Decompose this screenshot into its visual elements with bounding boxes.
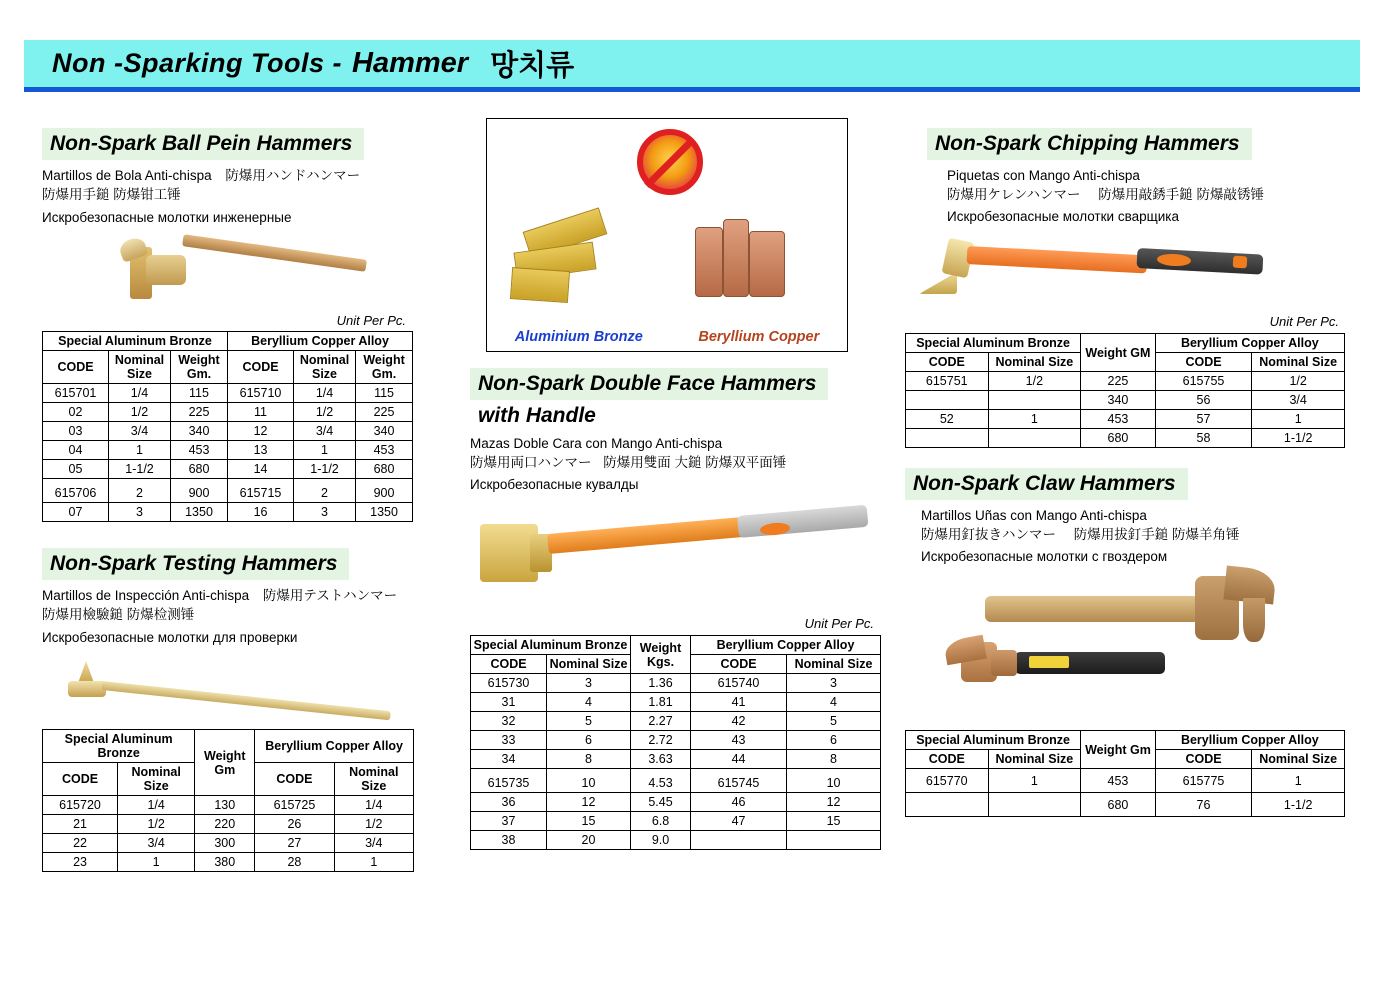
- claw-title: Non-Spark Claw Hammers: [905, 468, 1188, 500]
- cell-code-b: 615715: [228, 479, 294, 503]
- chipping-unit: Unit Per Pc.: [1269, 314, 1339, 329]
- cell-size-a: 1: [988, 410, 1081, 429]
- cell-size-b: 3: [787, 674, 881, 693]
- cell-weight-a: 453: [171, 441, 228, 460]
- ball-pein-hammer-illustration: [42, 233, 452, 311]
- copper-piece-icon: [723, 219, 749, 297]
- cell-size-a: 1/2: [109, 403, 171, 422]
- cell-weight-a: 225: [171, 403, 228, 422]
- cell-code-a: 23: [43, 853, 118, 872]
- cell-weight: 1.36: [631, 674, 691, 693]
- testing-title: Non-Spark Testing Hammers: [42, 548, 349, 580]
- section-double-face: [470, 368, 880, 850]
- header-nominal: Nominal Size: [1252, 750, 1345, 769]
- cell-size-a: 6: [547, 731, 631, 750]
- header-nominal: Nominal Size: [787, 655, 881, 674]
- text-jp: 防爆用釘抜きハンマー: [921, 527, 1056, 542]
- header-nominal: Nominal Size: [118, 763, 195, 796]
- left-column: [42, 128, 452, 872]
- text-jp: 防爆用両口ハンマー: [470, 455, 592, 470]
- header-code: CODE: [906, 750, 989, 769]
- double-face-sub-cjk: [470, 453, 880, 473]
- header-weight: Weight Kgs.: [631, 636, 691, 674]
- cell-size-a: 1/4: [118, 796, 195, 815]
- text-jp: 防爆用テストハンマー: [262, 588, 398, 603]
- table-header-row: [906, 731, 1345, 750]
- cell-size-a: [988, 391, 1081, 410]
- copper-piece-icon: [749, 231, 785, 297]
- cell-weight: 220: [195, 815, 255, 834]
- double-face-table: [470, 635, 881, 850]
- cell-weight: 680: [1081, 429, 1156, 448]
- cell-size-b: 1/4: [334, 796, 413, 815]
- cell-code-b: 41: [691, 693, 787, 712]
- cell-code-b: 14: [228, 460, 294, 479]
- cell-code-b: 47: [691, 812, 787, 831]
- cell-weight: 453: [1081, 769, 1156, 793]
- cell-weight-b: 1350: [356, 503, 413, 522]
- caption-aluminium-bronze: Aluminium Bronze: [514, 329, 643, 345]
- cell-code-b: 11: [228, 403, 294, 422]
- cell-code-b: 43: [691, 731, 787, 750]
- header-nominal: Nominal Size: [294, 351, 356, 384]
- cell-code-a: 615735: [471, 769, 547, 793]
- header-group-beryllium: Beryllium Copper Alloy: [1155, 334, 1344, 353]
- text-cn: 防爆用拔釘手鎚 防爆羊角锤: [1073, 527, 1240, 542]
- double-face-unit: Unit Per Pc.: [804, 616, 874, 631]
- cell-code-a: [906, 793, 989, 817]
- cell-code-a: 32: [471, 712, 547, 731]
- cell-code-b: 615745: [691, 769, 787, 793]
- testing-table: [42, 729, 414, 872]
- chipping-title: Non-Spark Chipping Hammers: [927, 128, 1252, 160]
- header-group-aluminum: Special Aluminum Bronze: [43, 730, 195, 763]
- chipping-sub-es: Piquetas con Mango Anti-chispa: [947, 168, 1140, 183]
- cell-code-b: 27: [255, 834, 334, 853]
- ball-pein-sub-cn: 防爆用手鎚 防爆钳工锤: [42, 187, 181, 202]
- cell-code-b: 57: [1155, 410, 1252, 429]
- header-code: CODE: [43, 763, 118, 796]
- table-row: [906, 429, 1345, 448]
- cell-size-b: 3: [294, 503, 356, 522]
- cell-weight: 225: [1081, 372, 1156, 391]
- cell-code-b: 12: [228, 422, 294, 441]
- claw-hammer-illustration: [905, 568, 1355, 728]
- cell-code-a: 615720: [43, 796, 118, 815]
- table-row: [906, 410, 1345, 429]
- table-row: [471, 750, 881, 769]
- table-row: [43, 479, 413, 503]
- header-title-korean: 망치류: [490, 50, 575, 82]
- cell-code-b: 42: [691, 712, 787, 731]
- header-nominal: Nominal Size: [109, 351, 171, 384]
- cell-weight-a: 1350: [171, 503, 228, 522]
- cell-code-b: 56: [1155, 391, 1252, 410]
- header-weight: Weight Gm: [195, 730, 255, 796]
- chipping-sub-ru: Искробезопасные молотки сварщика: [947, 209, 1179, 224]
- table-row: [43, 853, 414, 872]
- table-row: [906, 372, 1345, 391]
- claw-sub-es: Martillos Uñas con Mango Anti-chispa: [921, 508, 1147, 523]
- cell-size-b: 1: [334, 853, 413, 872]
- header-code: CODE: [43, 351, 109, 384]
- header-code: CODE: [1155, 353, 1252, 372]
- cell-size-a: 1-1/2: [109, 460, 171, 479]
- cell-code-b: 28: [255, 853, 334, 872]
- caption-beryllium-copper: Beryllium Copper: [698, 329, 820, 345]
- right-column: [905, 128, 1355, 817]
- cell-size-b: 1/2: [294, 403, 356, 422]
- cell-code-a: 03: [43, 422, 109, 441]
- ball-pein-sub-es: [42, 166, 452, 185]
- table-row: [43, 422, 413, 441]
- cell-size-b: 12: [787, 793, 881, 812]
- cell-size-a: 1: [109, 441, 171, 460]
- cell-size-b: 3/4: [294, 422, 356, 441]
- table-row: [906, 793, 1345, 817]
- table-subheader-row: [43, 351, 413, 384]
- ball-pein-unit: Unit Per Pc.: [336, 313, 406, 328]
- cell-size-b: 4: [787, 693, 881, 712]
- cell-size-a: 3: [547, 674, 631, 693]
- cell-size-b: 1/2: [1252, 372, 1345, 391]
- table-row: [471, 712, 881, 731]
- cell-size-b: [787, 831, 881, 850]
- cell-size-b: 3/4: [1252, 391, 1345, 410]
- table-row: [906, 391, 1345, 410]
- text-cn: 防爆用雙面 大鎚 防爆双平面锤: [603, 455, 787, 470]
- cell-weight-b: 225: [356, 403, 413, 422]
- chipping-sub-cjk: [947, 185, 1355, 205]
- header-group-beryllium: Beryllium Copper Alloy: [228, 332, 413, 351]
- header-title-item: Hammer: [352, 47, 469, 79]
- table-header-row: [43, 332, 413, 351]
- header-code: CODE: [906, 353, 989, 372]
- cell-weight: 2.72: [631, 731, 691, 750]
- text-cn: 防爆用敲銹手鎚 防爆敲锈锤: [1098, 187, 1264, 202]
- testing-hammer-illustration: [42, 651, 452, 725]
- cell-size-a: 1/2: [988, 372, 1081, 391]
- cell-code-a: 22: [43, 834, 118, 853]
- text-es: Martillos de Bola Anti-chispa: [42, 168, 212, 183]
- cell-size-a: 1: [118, 853, 195, 872]
- cell-weight-a: 900: [171, 479, 228, 503]
- cell-size-b: 8: [787, 750, 881, 769]
- cell-size-a: 4: [547, 693, 631, 712]
- cell-size-b: 6: [787, 731, 881, 750]
- table-row: [43, 834, 414, 853]
- cell-size-b: 10: [787, 769, 881, 793]
- header-group-aluminum: Special Aluminum Bronze: [906, 334, 1081, 353]
- table-row: [471, 831, 881, 850]
- cell-weight-a: 680: [171, 460, 228, 479]
- cell-code-a: 05: [43, 460, 109, 479]
- double-face-title2: with Handle: [478, 404, 596, 427]
- cell-code-b: 58: [1155, 429, 1252, 448]
- double-face-hammer-illustration: [470, 500, 880, 620]
- table-row: [471, 674, 881, 693]
- header-nominal: Nominal Size: [988, 353, 1081, 372]
- table-row: [471, 793, 881, 812]
- section-testing: [42, 548, 452, 872]
- cell-weight: 6.8: [631, 812, 691, 831]
- cell-size-b: 1/4: [294, 384, 356, 403]
- table-row: [471, 693, 881, 712]
- cell-weight: 380: [195, 853, 255, 872]
- cell-size-b: 5: [787, 712, 881, 731]
- header-weight: Weight Gm: [1081, 731, 1156, 769]
- table-row: [43, 503, 413, 522]
- cell-size-a: 1/4: [109, 384, 171, 403]
- cell-weight: 340: [1081, 391, 1156, 410]
- cell-size-a: 15: [547, 812, 631, 831]
- header-code: CODE: [1155, 750, 1252, 769]
- cell-size-a: 3: [109, 503, 171, 522]
- cell-size-b: 1-1/2: [1252, 429, 1345, 448]
- header-group-aluminum: Special Aluminum Bronze: [43, 332, 228, 351]
- cell-size-b: 1: [294, 441, 356, 460]
- middle-column: [470, 368, 880, 850]
- cell-size-a: 3/4: [109, 422, 171, 441]
- cell-code-a: 34: [471, 750, 547, 769]
- cell-code-b: 13: [228, 441, 294, 460]
- cell-weight-b: 900: [356, 479, 413, 503]
- cell-weight-b: 680: [356, 460, 413, 479]
- header-code: CODE: [228, 351, 294, 384]
- header-nominal: Nominal Size: [547, 655, 631, 674]
- cell-size-b: 3/4: [334, 834, 413, 853]
- header-code: CODE: [691, 655, 787, 674]
- header-nominal: Nominal Size: [334, 763, 413, 796]
- cell-weight-b: 453: [356, 441, 413, 460]
- cell-size-a: 5: [547, 712, 631, 731]
- header-title-left: Non -Sparking Tools -: [52, 48, 342, 78]
- cell-code-a: [906, 429, 989, 448]
- cell-code-b: 16: [228, 503, 294, 522]
- testing-sub-es: [42, 586, 452, 605]
- table-row: [471, 731, 881, 750]
- cell-code-a: 615706: [43, 479, 109, 503]
- cell-weight: 680: [1081, 793, 1156, 817]
- table-header-row: [43, 730, 414, 763]
- ball-pein-sub-ru: Искробезопасные молотки инженерные: [42, 210, 292, 225]
- table-row: [471, 812, 881, 831]
- cell-size-a: 10: [547, 769, 631, 793]
- cell-weight-b: 115: [356, 384, 413, 403]
- testing-sub-ru: Искробезопасные молотки для проверки: [42, 630, 298, 645]
- cell-weight: 5.45: [631, 793, 691, 812]
- cell-weight: 9.0: [631, 831, 691, 850]
- cell-code-a: 615730: [471, 674, 547, 693]
- cell-code-b: 615740: [691, 674, 787, 693]
- cell-code-a: [906, 391, 989, 410]
- text-es: Martillos de Inspección Anti-chispa: [42, 588, 250, 603]
- ball-pein-title: Non-Spark Ball Pein Hammers: [42, 128, 364, 160]
- cell-code-a: 615701: [43, 384, 109, 403]
- cell-code-b: 76: [1155, 793, 1252, 817]
- cell-code-b: [691, 831, 787, 850]
- cell-code-a: 31: [471, 693, 547, 712]
- cell-code-a: 52: [906, 410, 989, 429]
- table-row: [43, 384, 413, 403]
- cell-size-a: [988, 429, 1081, 448]
- cell-size-b: 1: [1252, 769, 1345, 793]
- claw-sub-cjk: [921, 525, 1355, 545]
- claw-table: [905, 730, 1345, 817]
- cell-size-a: 20: [547, 831, 631, 850]
- cell-weight: 3.63: [631, 750, 691, 769]
- cell-size-a: 2: [109, 479, 171, 503]
- no-spark-icon: [637, 129, 703, 195]
- cell-code-b: 615775: [1155, 769, 1252, 793]
- table-header-row: [471, 636, 881, 655]
- chipping-table: [905, 333, 1345, 448]
- table-row: [43, 460, 413, 479]
- cell-size-b: 1/2: [334, 815, 413, 834]
- cell-code-a: 615770: [906, 769, 989, 793]
- cell-size-b: 1-1/2: [294, 460, 356, 479]
- text-jp: 防爆用ケレンハンマー: [947, 187, 1081, 202]
- header-group-beryllium: Beryllium Copper Alloy: [1155, 731, 1344, 750]
- bronze-ingot-icon: [510, 267, 570, 303]
- cell-weight-b: 340: [356, 422, 413, 441]
- double-face-sub-ru: Искробезопасные кувалды: [470, 477, 639, 492]
- cell-size-a: 8: [547, 750, 631, 769]
- material-illustration-box: [486, 118, 848, 352]
- cell-code-b: 44: [691, 750, 787, 769]
- cell-weight: 2.27: [631, 712, 691, 731]
- ball-pein-table: [42, 331, 413, 522]
- double-face-sub-es: Mazas Doble Cara con Mango Anti-chispa: [470, 436, 723, 451]
- testing-sub-cn: 防爆用檢驗鎚 防爆检测锤: [42, 607, 195, 622]
- header-group-aluminum: Special Aluminum Bronze: [471, 636, 631, 655]
- cell-code-a: 38: [471, 831, 547, 850]
- cell-weight: 130: [195, 796, 255, 815]
- cell-code-a: 07: [43, 503, 109, 522]
- cell-code-b: 46: [691, 793, 787, 812]
- header-weight: Weight Gm.: [356, 351, 413, 384]
- double-face-title: Non-Spark Double Face Hammers: [470, 368, 828, 400]
- cell-code-b: 615755: [1155, 372, 1252, 391]
- cell-code-b: 615725: [255, 796, 334, 815]
- table-row: [43, 796, 414, 815]
- cell-code-a: 04: [43, 441, 109, 460]
- cell-code-a: 21: [43, 815, 118, 834]
- chipping-hammer-illustration: [905, 230, 1355, 320]
- cell-size-a: 1/2: [118, 815, 195, 834]
- cell-code-a: 36: [471, 793, 547, 812]
- header-weight: Weight Gm.: [171, 351, 228, 384]
- cell-size-a: 12: [547, 793, 631, 812]
- header-nominal: Nominal Size: [1252, 353, 1345, 372]
- cell-code-a: 02: [43, 403, 109, 422]
- table-row: [43, 403, 413, 422]
- copper-piece-icon: [695, 227, 723, 297]
- header-group-beryllium: Beryllium Copper Alloy: [691, 636, 881, 655]
- cell-weight: 453: [1081, 410, 1156, 429]
- cell-size-b: 1: [1252, 410, 1345, 429]
- cell-size-a: 3/4: [118, 834, 195, 853]
- cell-weight: 1.81: [631, 693, 691, 712]
- cell-weight-a: 340: [171, 422, 228, 441]
- header-group-aluminum: Special Aluminum Bronze: [906, 731, 1081, 750]
- header-nominal: Nominal Size: [988, 750, 1081, 769]
- cell-code-a: 615751: [906, 372, 989, 391]
- cell-size-b: 1-1/2: [1252, 793, 1345, 817]
- cell-size-b: 15: [787, 812, 881, 831]
- table-row: [43, 441, 413, 460]
- page-header-banner: [24, 40, 1360, 92]
- table-header-row: [906, 334, 1345, 353]
- cell-code-a: 37: [471, 812, 547, 831]
- claw-sub-ru: Искробезопасные молотки с гвоздером: [921, 549, 1168, 564]
- header-group-beryllium: Beryllium Copper Alloy: [255, 730, 414, 763]
- header-code: CODE: [471, 655, 547, 674]
- table-row: [906, 769, 1345, 793]
- text-jp: 防爆用ハンドハンマー: [225, 168, 361, 183]
- table-row: [43, 815, 414, 834]
- cell-size-a: 1: [988, 769, 1081, 793]
- cell-code-b: 615710: [228, 384, 294, 403]
- cell-code-a: 33: [471, 731, 547, 750]
- cell-size-b: 2: [294, 479, 356, 503]
- cell-weight-a: 115: [171, 384, 228, 403]
- header-code: CODE: [255, 763, 334, 796]
- cell-size-a: [988, 793, 1081, 817]
- cell-code-b: 26: [255, 815, 334, 834]
- section-chipping: [905, 128, 1355, 448]
- section-ball-pein: [42, 128, 452, 522]
- table-row: [471, 769, 881, 793]
- section-claw: [905, 468, 1355, 817]
- cell-weight: 300: [195, 834, 255, 853]
- header-weight: Weight GM: [1081, 334, 1156, 372]
- cell-weight: 4.53: [631, 769, 691, 793]
